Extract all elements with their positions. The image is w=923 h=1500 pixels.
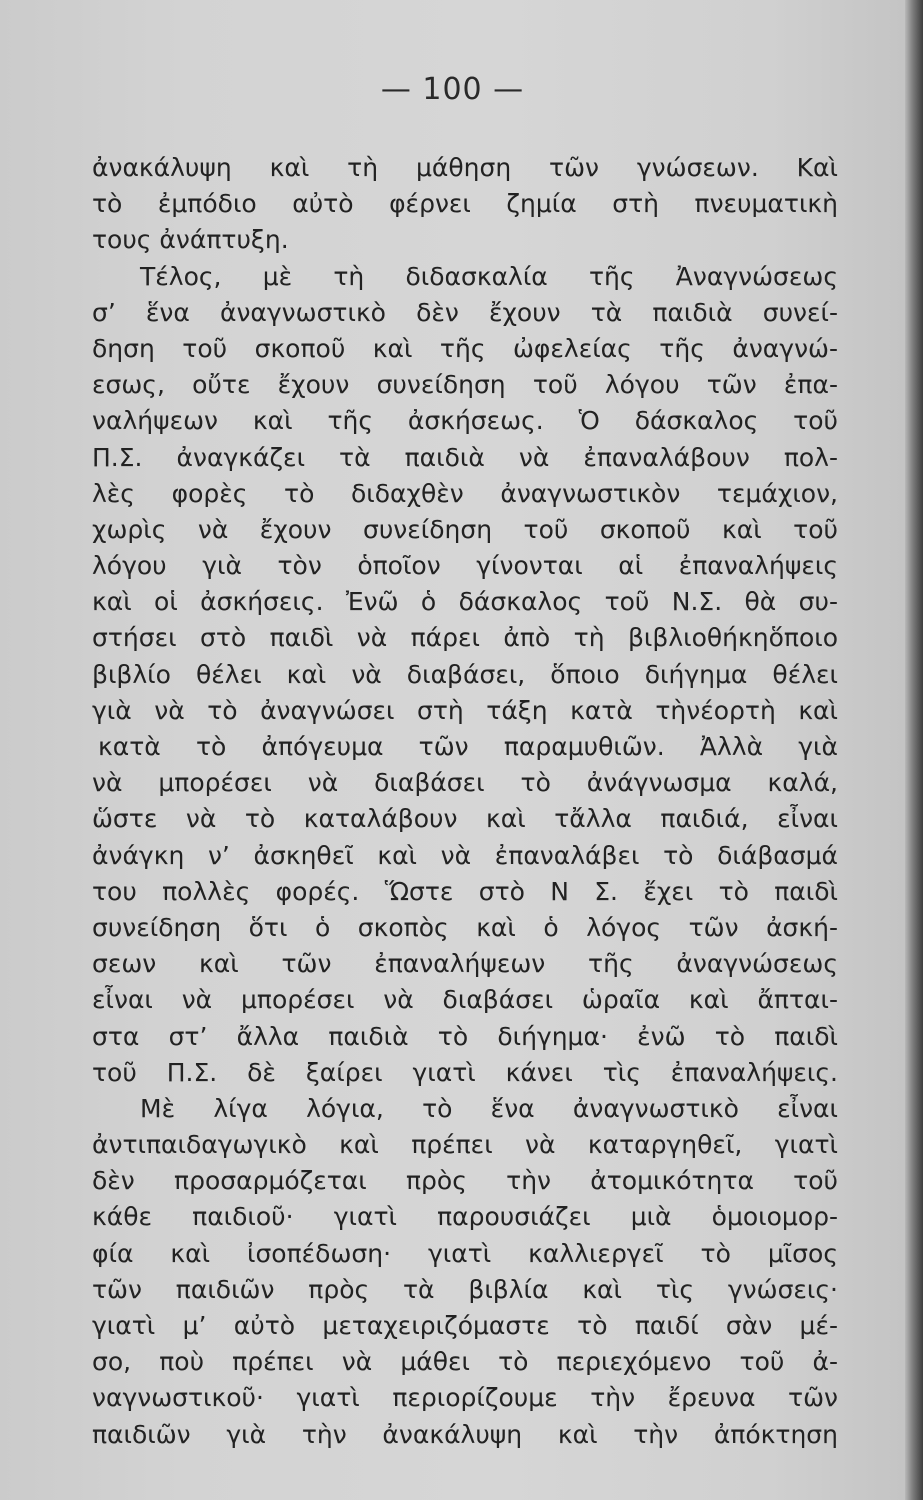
text-line: κατὰ τὸ ἀπόγευμα τῶν παραμυθιῶν. Ἀλλὰ γιὰ <box>98 732 838 761</box>
text-line: Μὲ λίγα λόγια, τὸ ἕνα ἀναγνωστικὸ εἶναι <box>140 1093 838 1123</box>
text-line: ναγνωστικοῦ· γιατὶ περιορίζουμε τὴν ἔρευνα τῶν <box>92 1383 838 1413</box>
text-line: τοῦ Π.Σ. δὲ ξαίρει γιατὶ κάνει τὶς ἐπαναλήψεις. <box>92 1057 838 1087</box>
text-line: ἀντιπαιδαγωγικὸ καὶ πρέπει νὰ καταργηθεῖ, γιατὶ <box>92 1130 838 1160</box>
text-line: γιὰ νὰ τὸ ἀναγνώσει στὴ τάξη κατὰ τὴνέορτὴ καὶ <box>92 695 838 725</box>
text-line: τους ἀνάπτυξη. <box>92 225 289 255</box>
page-number: — 100 — <box>380 72 525 107</box>
text-line: καὶ οἱ ἀσκήσεις. Ἐνῶ ὁ δάσκαλος τοῦ Ν.Σ. θὰ συ- <box>92 587 838 617</box>
text-line: δὲν προσαρμόζεται πρὸς τὴν ἀτομικότητα τοῦ <box>92 1166 838 1196</box>
body-text <box>92 150 838 1453</box>
text-line: χωρὶς νὰ ἔχουν συνείδηση τοῦ σκοποῦ καὶ τοῦ <box>92 514 838 544</box>
text-line: παιδιῶν γιὰ τὴν ἀνακάλυψη καὶ τὴν ἀπόκτηση <box>92 1419 838 1449</box>
text-line: ναλήψεων καὶ τῆς ἀσκήσεως. Ὁ δάσκαλος τοῦ <box>92 406 838 436</box>
text-line: εσως, οὔτε ἔχουν συνείδηση τοῦ λόγου τῶν ἐπα- <box>92 370 838 400</box>
text-line: στα στ’ ἄλλα παιδιὰ τὸ διήγημα· ἐνῶ τὸ παιδὶ <box>92 1021 838 1051</box>
text-line: τῶν παιδιῶν πρὸς τὰ βιβλία καὶ τὶς γνώσεις· <box>92 1274 838 1304</box>
text-line: τὸ ἐμπόδιο αὐτὸ φέρνει ζημία στὴ πνευματικὴ <box>92 189 838 219</box>
text-line: ὥστε νὰ τὸ καταλάβουν καὶ τἄλλα παιδιά, εἶναι <box>92 804 838 834</box>
text-line: στήσει στὸ παιδὶ νὰ πάρει ἀπὸ τὴ βιβλιοθήκηὅποιο <box>92 623 838 653</box>
text-line: σ’ ἕνα ἀναγνωστικὸ δὲν ἔχουν τὰ παιδιὰ συνεί- <box>92 297 838 327</box>
text-line: σεων καὶ τῶν ἐπαναλήψεων τῆς ἀναγνώσεως <box>92 949 838 979</box>
text-line: γιατὶ μ’ αὐτὸ μεταχειριζόμαστε τὸ παιδί σὰν μέ- <box>92 1311 838 1340</box>
text-line: νὰ μπορέσει νὰ διαβάσει τὸ ἀνάγνωσμα καλά, <box>92 768 838 798</box>
text-line: Π.Σ. ἀναγκάζει τὰ παιδιὰ νὰ ἐπαναλάβουν πολ- <box>92 442 838 472</box>
text-line: δηση τοῦ σκοποῦ καὶ τῆς ὠφελείας τῆς ἀναγνώ- <box>92 333 838 363</box>
text-line: βιβλίο θέλει καὶ νὰ διαβάσει, ὅποιο διήγημα θέλει <box>92 659 838 689</box>
text-line: λὲς φορὲς τὸ διδαχθὲν ἀναγνωστικὸν τεμάχιον, <box>92 478 838 508</box>
text-line: του πολλὲς φορές. Ὥστε στὸ Ν Σ. ἔχει τὸ παιδὶ <box>92 876 838 906</box>
text-line: εἶναι νὰ μπορέσει νὰ διαβάσει ὡραῖα καὶ ἄπται- <box>92 985 838 1015</box>
text-line: ἀνάγκη ν’ ἀσκηθεῖ καὶ νὰ ἐπαναλάβει τὸ διάβασμά <box>92 840 838 870</box>
text-line: ἀνακάλυψη καὶ τὴ μάθηση τῶν γνώσεων. Καὶ <box>92 153 838 182</box>
text-line: συνείδηση ὅτι ὁ σκοπὸς καὶ ὁ λόγος τῶν ἀσκή- <box>92 912 838 942</box>
text-line: φία καὶ ἰσοπέδωση· γιατὶ καλλιεργεῖ τὸ μῖσος <box>92 1238 838 1268</box>
text-line: λόγου γιὰ τὸν ὁποῖον γίνονται αἱ ἐπαναλήψεις <box>92 551 838 581</box>
text-line: κάθε παιδιοῦ· γιατὶ παρουσιάζει μιὰ ὁμοιομορ- <box>92 1202 838 1232</box>
text-line: σο, ποὺ πρέπει νὰ μάθει τὸ περιεχόμενο τοῦ ἀ- <box>92 1347 838 1377</box>
text-line: Τέλος, μὲ τὴ διδασκαλία τῆς Ἀναγνώσεως <box>140 261 838 291</box>
book-spine-shadow <box>905 0 923 1500</box>
